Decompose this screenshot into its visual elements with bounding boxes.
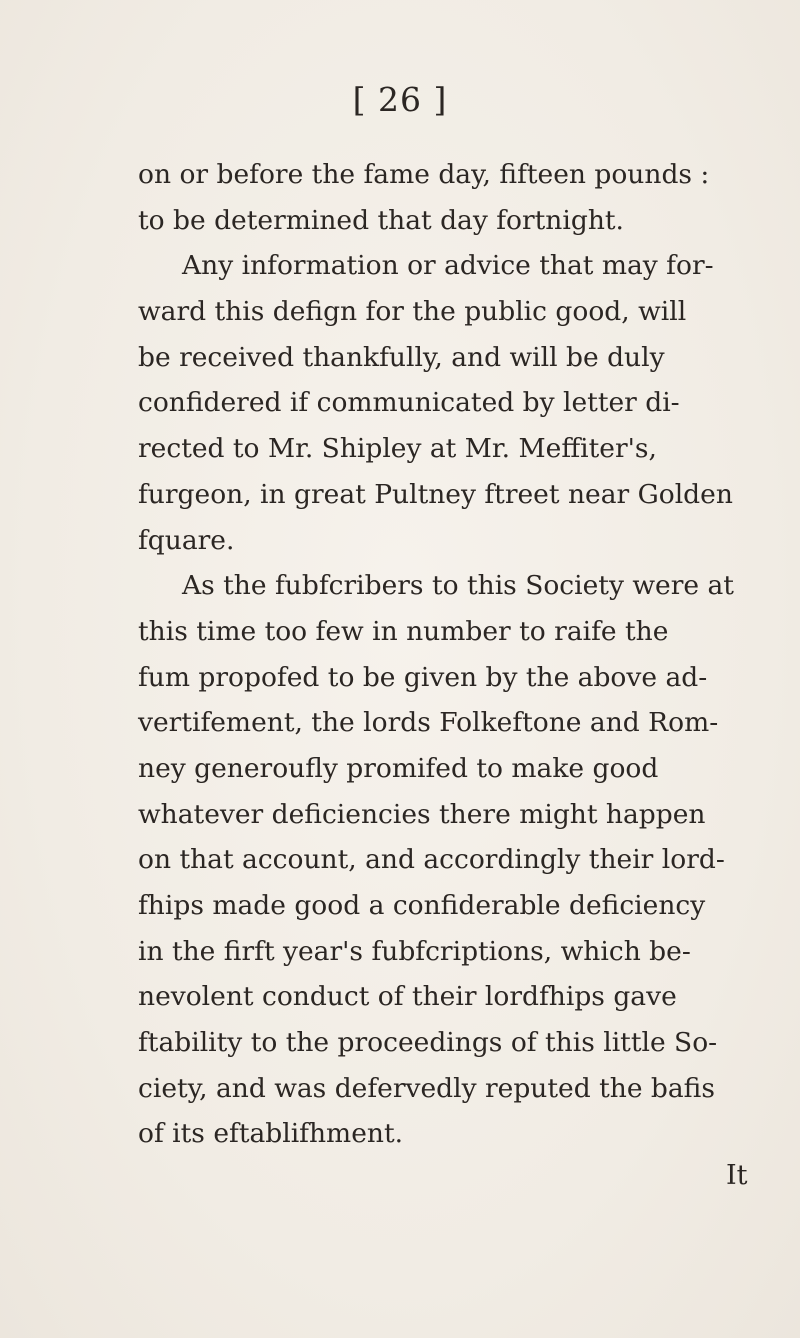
text-line: be received thankfully, and will be duly bbox=[138, 341, 665, 373]
text-line: to be determined that day fortnight. bbox=[138, 204, 624, 236]
text-line: ciety, and was defervedly reputed the bafis bbox=[138, 1072, 715, 1104]
text-line: nevolent conduct of their lordfhips gave bbox=[138, 981, 677, 1013]
text-line: fum propofed to be given by the above ad- bbox=[138, 661, 708, 693]
text-line: As the fubfcribers to this Society were at bbox=[182, 570, 734, 602]
text-line: in the firft year's fubfcriptions, which be- bbox=[138, 935, 691, 967]
text-line: confidered if communicated by letter di- bbox=[138, 387, 680, 419]
body-text bbox=[138, 152, 778, 1157]
catchword: It bbox=[726, 1160, 748, 1191]
text-line: ney generoufly promifed to make good bbox=[138, 752, 659, 784]
text-line: fquare. bbox=[138, 524, 235, 556]
text-line: ward this defign for the public good, will bbox=[138, 296, 687, 328]
text-line: ftability to the proceedings of this little So- bbox=[138, 1027, 718, 1059]
text-line: Any information or advice that may for- bbox=[182, 250, 714, 282]
text-line: fhips made good a confiderable deficiency bbox=[138, 890, 706, 921]
text-line: rected to Mr. Shipley at Mr. Meffiter's, bbox=[138, 433, 657, 465]
text-line: of its eftablifhment. bbox=[138, 1118, 404, 1150]
text-line: on that account, and accordingly their lord- bbox=[138, 844, 725, 876]
text-line: vertifement, the lords Folkeftone and Rom- bbox=[138, 707, 719, 739]
page-number: [ 26 ] bbox=[352, 80, 448, 119]
text-line: on or before the fame day, fifteen pounds : bbox=[138, 159, 710, 190]
text-line: this time too few in number to raife the bbox=[138, 615, 669, 647]
text-line: whatever deficiencies there might happen bbox=[138, 798, 706, 830]
text-line: furgeon, in great Pultney ftreet near Golden bbox=[138, 478, 733, 510]
